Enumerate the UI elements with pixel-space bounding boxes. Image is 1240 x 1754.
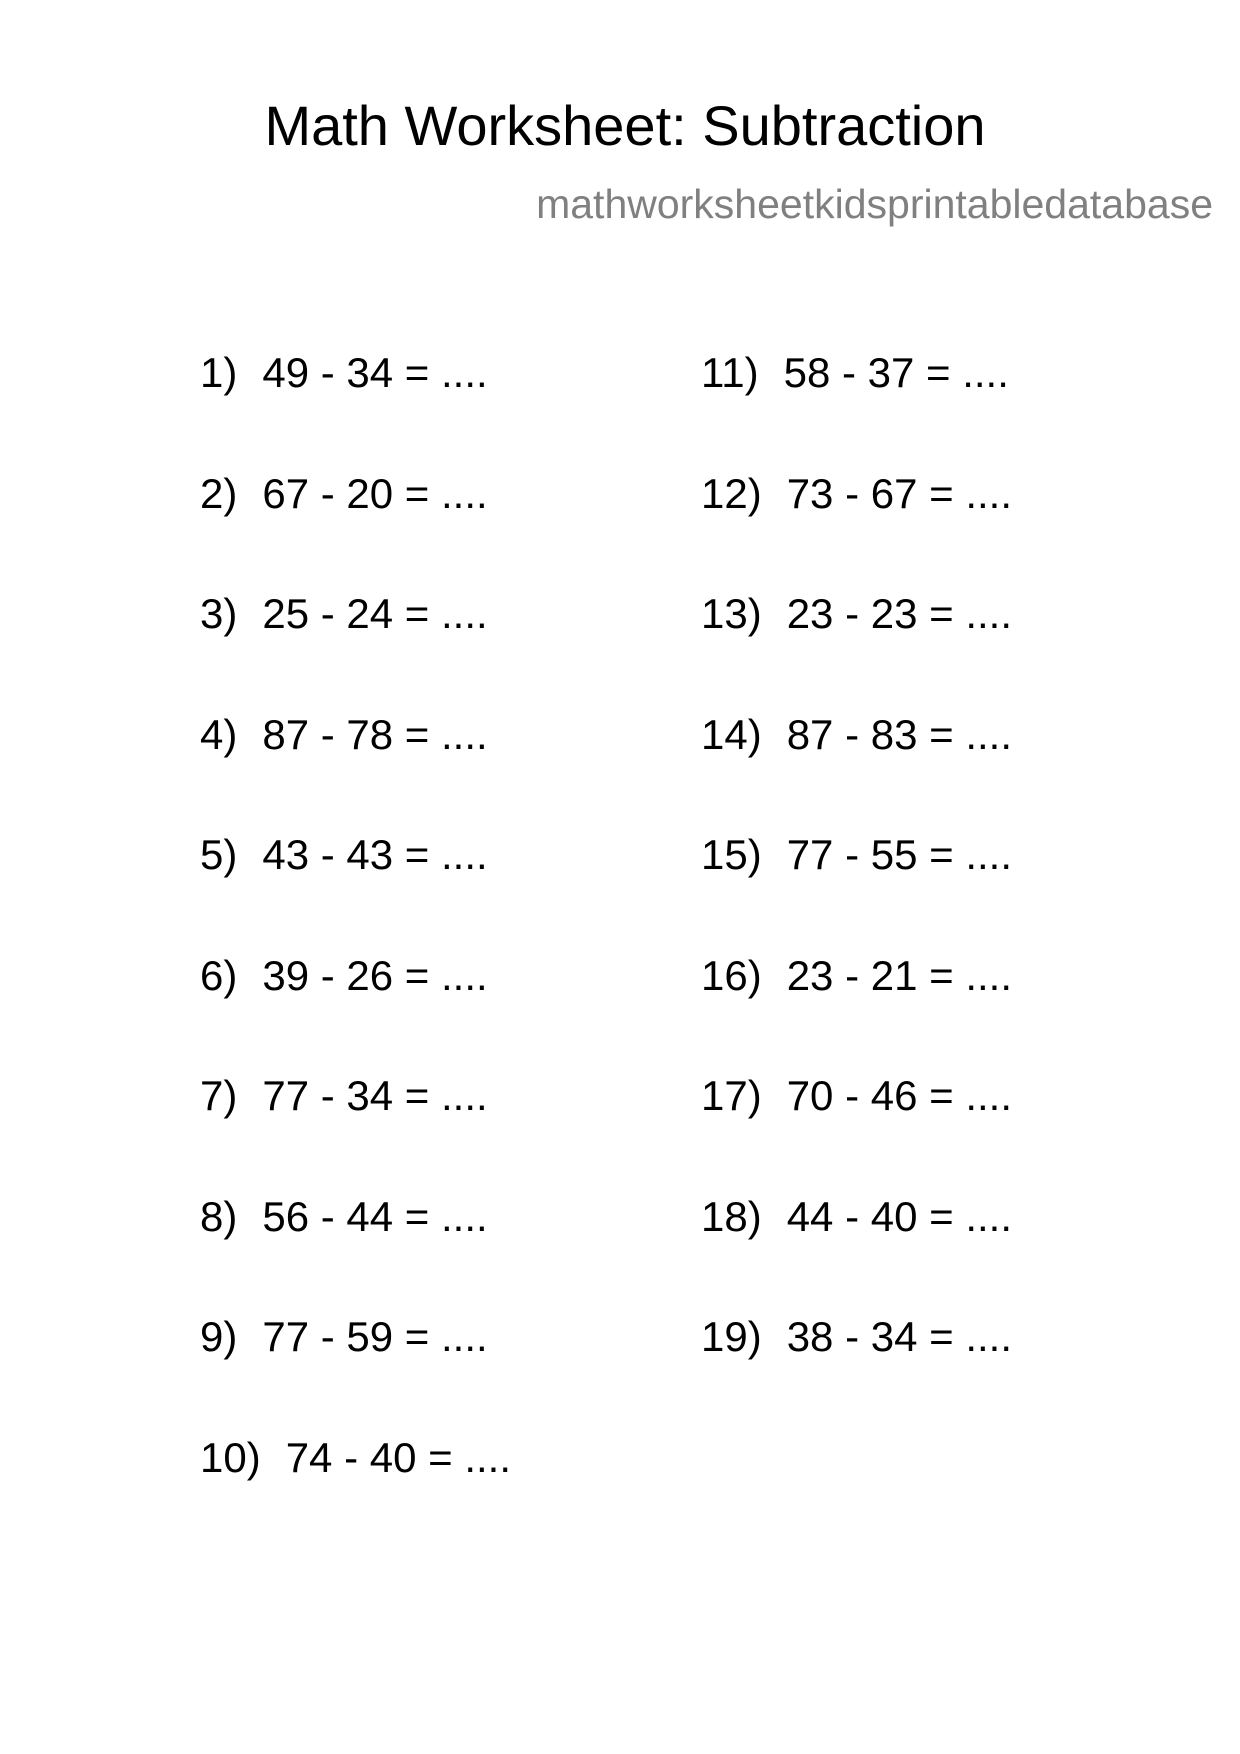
problem-expression: 87 - 78 = .... xyxy=(262,710,488,758)
problem-number: 4) xyxy=(200,710,238,758)
problem-number: 9) xyxy=(200,1313,238,1360)
problem-item xyxy=(200,349,511,473)
problem-number: 3) xyxy=(200,590,238,637)
problem-expression: 23 - 23 = .... xyxy=(786,590,1013,637)
problem-expression: 25 - 24 = .... xyxy=(262,590,488,637)
problem-expression: 77 - 34 = .... xyxy=(262,1072,488,1119)
problem-expression: 70 - 46 = .... xyxy=(786,1072,1013,1119)
problem-number: 10) xyxy=(200,1433,261,1481)
problem-expression: 77 - 59 = .... xyxy=(262,1313,488,1360)
problem-number: 5) xyxy=(200,831,238,878)
problem-number: 18) xyxy=(701,1192,762,1240)
problem-column-left xyxy=(200,349,512,1557)
problem-expression: 38 - 34 = .... xyxy=(786,1313,1013,1360)
problem-expression: 87 - 83 = .... xyxy=(786,710,1013,758)
problem-item xyxy=(200,831,511,955)
problem-number: 7) xyxy=(200,1072,238,1119)
problem-item xyxy=(200,1313,511,1437)
problem-expression: 44 - 40 = .... xyxy=(786,1192,1013,1240)
problem-expression: 23 - 21 = .... xyxy=(786,951,1013,999)
problem-number: 16) xyxy=(701,951,762,999)
problem-item xyxy=(200,1192,511,1317)
problem-item xyxy=(200,1433,512,1558)
problem-number: 6) xyxy=(200,951,238,999)
problem-item xyxy=(200,951,511,1076)
problem-number: 1) xyxy=(200,349,238,396)
problem-number: 17) xyxy=(701,1072,762,1119)
problem-item xyxy=(200,710,511,835)
worksheet-subtitle: mathworksheetkidsprintabledatabase xyxy=(536,181,1213,227)
problem-item xyxy=(200,469,511,594)
problem-column-right xyxy=(701,349,1013,1437)
problem-number: 13) xyxy=(701,590,762,637)
problem-item xyxy=(701,710,1013,835)
problem-expression: 56 - 44 = .... xyxy=(262,1192,488,1240)
problem-item xyxy=(701,469,1013,594)
problem-expression: 43 - 43 = .... xyxy=(262,831,488,878)
problem-item xyxy=(701,349,1012,473)
problem-item xyxy=(701,831,1013,955)
problem-number: 14) xyxy=(701,710,762,758)
problem-number: 12) xyxy=(701,469,762,517)
problem-number: 2) xyxy=(200,469,238,517)
problem-number: 8) xyxy=(200,1192,238,1240)
worksheet-title: Math Worksheet: Subtraction xyxy=(264,94,986,157)
problem-number: 15) xyxy=(701,831,762,878)
problem-expression: 77 - 55 = .... xyxy=(786,831,1013,878)
problem-item xyxy=(200,1072,511,1196)
problem-expression: 67 - 20 = .... xyxy=(262,469,488,517)
problem-expression: 58 - 37 = .... xyxy=(783,349,1009,396)
problem-expression: 39 - 26 = .... xyxy=(262,951,488,999)
problem-expression: 49 - 34 = .... xyxy=(262,349,488,396)
problem-item xyxy=(200,590,511,714)
problem-item xyxy=(701,1313,1013,1437)
problem-item xyxy=(701,951,1013,1076)
problem-item xyxy=(701,1072,1013,1196)
problem-expression: 73 - 67 = .... xyxy=(786,469,1013,517)
problem-item xyxy=(701,590,1013,714)
problem-number: 19) xyxy=(701,1313,762,1360)
problem-number: 11) xyxy=(701,349,759,396)
problem-item xyxy=(701,1192,1013,1317)
problem-expression: 74 - 40 = .... xyxy=(285,1433,512,1481)
